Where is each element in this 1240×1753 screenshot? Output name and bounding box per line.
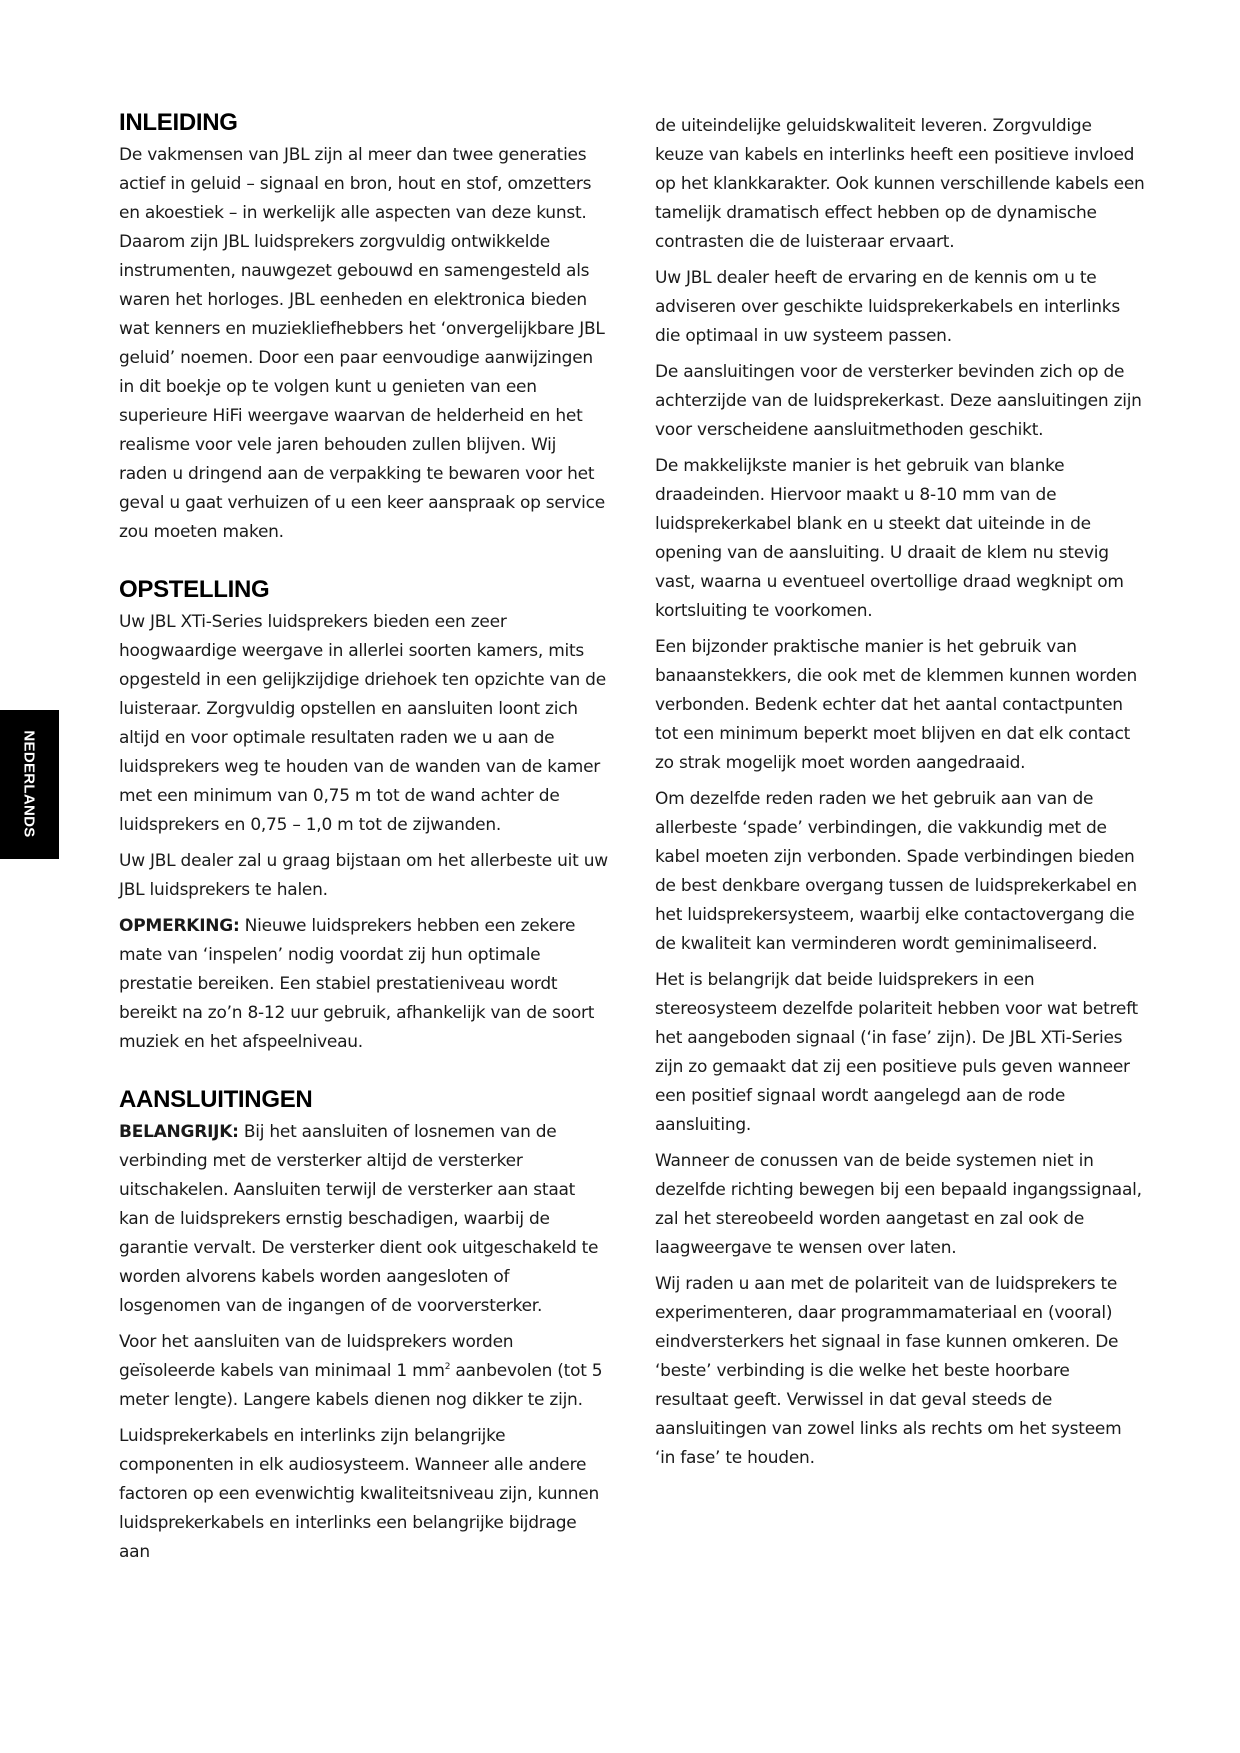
opstelling-paragraph: Uw JBL XTi-Series luidsprekers bieden een zeer hoogwaardige weergave in allerlei soorten kamers, mits opgesteld in een gelijkzijdige driehoek ten opzichte van de luisteraar. Zorgvuldig opstellen en aansluiten loont zich altijd en voor optimale resultaten raden we u aan de luidsprekers weg te houden van de wanden van de kamer met een minimum van 0,75 m tot de wand achter de luidsprekers en 0,75 – 1,0 m tot de zijwanden. xyxy=(119,612,606,835)
right-paragraph: De aansluitingen voor de versterker bevinden zich op de achterzijde van de luidsprekerkast. Deze aansluitingen zijn voor verscheidene aansluitmethoden geschikt. xyxy=(655,362,1142,440)
section-heading-aansluitingen: AANSLUITINGEN xyxy=(119,1086,313,1113)
important-lead-label: BELANGRIJK: xyxy=(119,1122,239,1142)
right-paragraph: Om dezelfde reden raden we het gebruik aan van de allerbeste ‘spade’ verbindingen, die vakkundig met de kabel moeten zijn verbonden. Spade verbindingen bieden de best denkbare overgang tussen de luidsprekerkabel en het luidsprekersysteem, waarbij elke contactovergang die de kwaliteit kan verminderen wordt geminimaliseerd. xyxy=(655,789,1137,954)
cable-superscript: 2 xyxy=(444,1362,451,1372)
section-heading-inleiding: INLEIDING xyxy=(119,109,238,136)
aansluitingen-paragraph: Luidsprekerkabels en interlinks zijn belangrijke componenten in elk audiosysteem. Wanneer alle andere factoren op een evenwichtig kwaliteitsniveau zijn, kunnen luidsprekerkabels en interlinks een belangrijke bijdrage aan xyxy=(119,1426,600,1562)
section-inleiding xyxy=(119,108,609,547)
cable-text-before: Voor het aansluiten van de luidsprekers worden geïsoleerde kabels van minimaal 1 mm xyxy=(119,1332,514,1381)
right-paragraph: Het is belangrijk dat beide luidsprekers in een stereosysteem dezelfde polariteit hebben voor wat betreft het aangeboden signaal (‘in fase’ zijn). De JBL XTi-Series zijn zo gemaakt dat zij een positieve puls geven wanneer een positief signaal wordt aangelegd aan de rode aansluiting. xyxy=(655,970,1138,1135)
right-column xyxy=(655,112,1145,1480)
section-opstelling xyxy=(119,575,609,1057)
opstelling-note xyxy=(119,912,609,1057)
important-text: Bij het aansluiten of losnemen van de verbinding met de versterker altijd de versterker uitschakelen. Aansluiten terwijl de versterker aan staat kan de luidsprekers ernstig beschadigen, waarbij de garantie vervalt. De versterker dient ook uitgeschakeld te worden alvorens kabels worden aangesloten of losgenomen van de ingangen of de voorversterker. xyxy=(119,1122,599,1316)
right-paragraph: Wij raden u aan met de polariteit van de luidsprekers te experimenteren, daar programmamateriaal en (vooral) eindversterkers het signaal in fase kunnen omkeren. De ‘beste’ verbinding is die welke het beste hoorbare resultaat geeft. Verwissel in dat geval steeds de aansluitingen van zowel links als rechts om het systeem ‘in fase’ te houden. xyxy=(655,1274,1122,1468)
language-side-tab-label: NEDERLANDS xyxy=(20,730,38,838)
right-paragraph: Een bijzonder praktische manier is het gebruik van banaanstekkers, die ook met de klemmen kunnen worden verbonden. Bedenk echter dat het aantal contactpunten tot een minimum beperkt moet blijven en dat elk contact zo strak mogelijk moet worden aangedraaid. xyxy=(655,637,1138,773)
aansluitingen-important xyxy=(119,1118,609,1321)
cable-text-after: aanbevolen (tot 5 meter lengte). Langere kabels dienen nog dikker te zijn. xyxy=(119,1361,603,1410)
left-column xyxy=(119,108,609,1574)
note-lead-label: OPMERKING: xyxy=(119,916,240,936)
right-paragraph: Uw JBL dealer heeft de ervaring en de kennis om u te adviseren over geschikte luidsprekerkabels en interlinks die optimaal in uw systeem passen. xyxy=(655,268,1120,346)
right-paragraph: De makkelijkste manier is het gebruik van blanke draadeinden. Hiervoor maakt u 8-10 mm van de luidsprekerkabel blank en u steekt dat uiteinde in de opening van de aansluiting. U draait de klem nu stevig vast, waarna u eventueel overtollige draad wegknipt om kortsluiting te voorkomen. xyxy=(655,456,1124,621)
section-aansluitingen xyxy=(119,1085,609,1567)
right-paragraph: Wanneer de conussen van de beide systemen niet in dezelfde richting bewegen bij een bepaald ingangssignaal, zal het stereobeeld worden aangetast en zal ook de laagweergave te wensen over laten. xyxy=(655,1151,1142,1258)
section-heading-opstelling: OPSTELLING xyxy=(119,576,270,603)
right-paragraph: de uiteindelijke geluidskwaliteit leveren. Zorgvuldige keuze van kabels en interlinks heeft een positieve invloed op het klankkarakter. Ook kunnen verschillende kabels een tamelijk dramatisch effect hebben op de dynamische contrasten die de luisteraar ervaart. xyxy=(655,116,1145,252)
inleiding-paragraph: De vakmensen van JBL zijn al meer dan twee generaties actief in geluid – signaal en bron, hout en stof, omzetters en akoestiek – in werkelijk alle aspecten van deze kunst. Daarom zijn JBL luidsprekers zorgvuldig ontwikkelde instrumenten, nauwgezet gebouwd en samengesteld als waren het horloges. JBL eenheden en elektronica bieden wat kenners en muziekliefhebbers het ‘onvergelijkbare JBL geluid’ noemen. Door een paar eenvoudige aanwijzingen in dit boekje op te volgen kunt u genieten van een superieure HiFi weergave waarvan de helderheid en het realisme voor vele jaren behouden zullen blijven. Wij raden u dringend aan de verpakking te bewaren voor het geval u gaat verhuizen of u een keer aanspraak op service zou moeten maken. xyxy=(119,145,605,542)
aansluitingen-cable-paragraph xyxy=(119,1328,609,1415)
language-side-tab xyxy=(0,710,59,859)
note-text: Nieuwe luidsprekers hebben een zekere mate van ‘inspelen’ nodig voordat zij hun optimale prestatie bereiken. Een stabiel prestatieniveau wordt bereikt na zo’n 8-12 uur gebruik, afhankelijk van de soort muziek en het afspeelniveau. xyxy=(119,916,595,1052)
opstelling-paragraph: Uw JBL dealer zal u graag bijstaan om het allerbeste uit uw JBL luidsprekers te halen. xyxy=(119,851,608,900)
